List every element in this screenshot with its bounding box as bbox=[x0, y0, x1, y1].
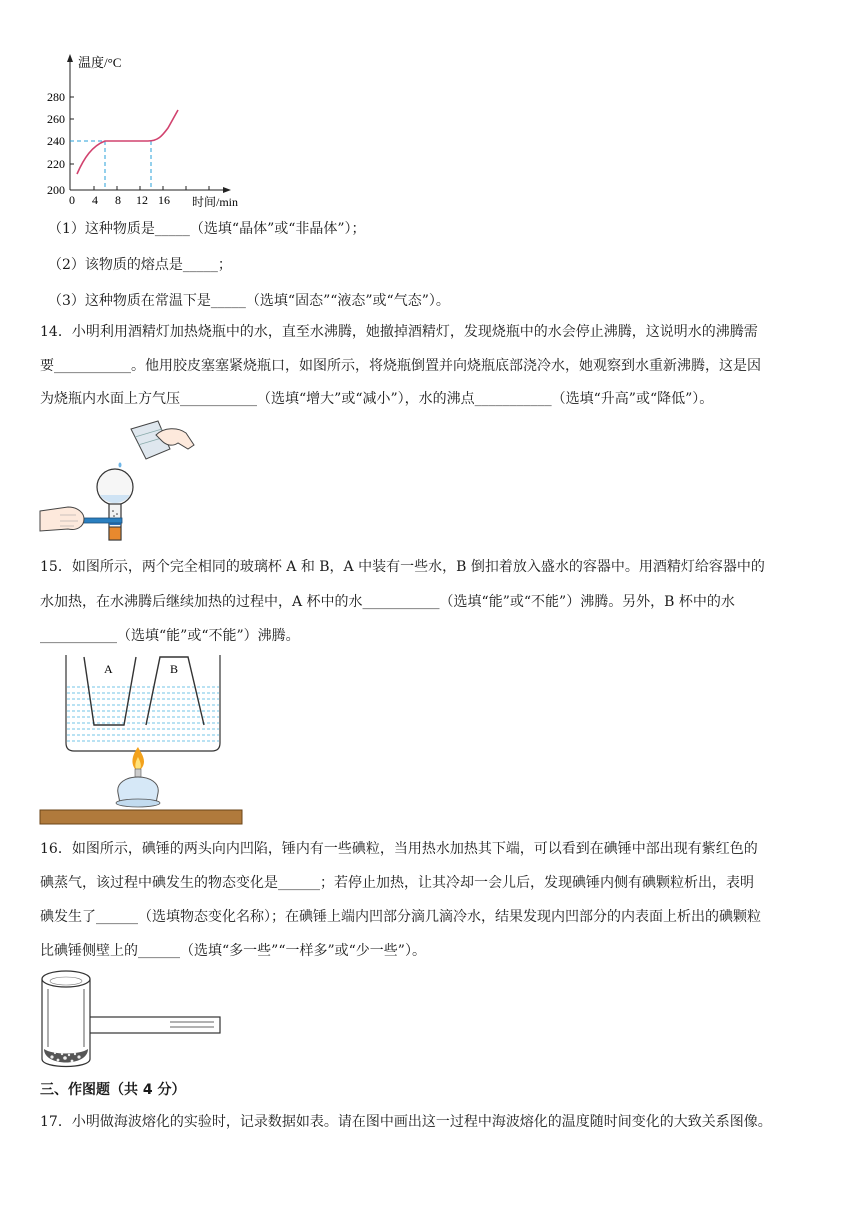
y-tick-labels bbox=[47, 90, 65, 197]
two-cups-heating-illustration bbox=[38, 653, 244, 826]
cup-a-label: A bbox=[104, 662, 113, 676]
y-tick-280: 280 bbox=[47, 90, 65, 104]
x-tick-labels bbox=[69, 193, 170, 207]
x-axis-arrow bbox=[223, 187, 231, 193]
water-container bbox=[66, 655, 220, 751]
q13-part1: （1）这种物质是_____（选填“晶体”或“非晶体”）； bbox=[48, 221, 366, 237]
cup-a bbox=[84, 657, 136, 725]
q16-line3: 碘发生了______（选填物态变化名称）；在碘锤上端内凹部分滴几滴冷水，结果发现内凹部分的内表面上析出的碘颗粒 bbox=[40, 909, 761, 925]
q16-line2: 碘蒸气，该过程中碘发生的物态变化是______；若停止加热，让其冷却一会儿后，发现碘锤内侧有碘颗粒析出，表明 bbox=[40, 875, 754, 891]
q16-line1: 16．如图所示，碘锤的两头向内凹陷，锤内有一些碘粒，当用热水加热其下端，可以看到在碘锤中部出现有紫红色的 bbox=[40, 841, 758, 857]
q15-line1: 15．如图所示，两个完全相同的玻璃杯 A 和 B，A 中装有一些水，B 倒扣着放入盛水的容器中。用酒精灯给容器中的 bbox=[40, 559, 765, 575]
x-tick-0: 0 bbox=[69, 193, 75, 207]
inverted-flask-illustration bbox=[38, 415, 198, 547]
temperature-time-graph bbox=[36, 50, 246, 210]
y-tick-260: 260 bbox=[47, 112, 65, 126]
q15-line3: ___________（选填“能”或“不能”）沸腾。 bbox=[40, 628, 300, 644]
y-axis-arrow bbox=[67, 54, 73, 62]
section-title-drawing: 三、作图题（共 4 分） bbox=[40, 1082, 186, 1098]
q13-part3: （3）这种物质在常温下是_____（选填“固态”“液态”或“气态”）。 bbox=[48, 293, 450, 309]
q17-line1: 17．小明做海波熔化的实验时，记录数据如表。请在图中画出这一过程中海波熔化的温度随时间变化的大致关系图像。 bbox=[40, 1114, 772, 1130]
x-tick-4: 4 bbox=[92, 193, 98, 207]
iodine-hammer-icon bbox=[42, 971, 220, 1067]
dashed-guides bbox=[70, 141, 151, 190]
y-tick-220: 220 bbox=[47, 157, 65, 171]
x-tick-16: 16 bbox=[158, 193, 170, 207]
table-surface bbox=[40, 810, 242, 824]
q13-part2: （2）该物质的熔点是_____； bbox=[48, 257, 232, 273]
cup-b-label: B bbox=[170, 662, 179, 676]
q15-line2: 水加热，在水沸腾后继续加热的过程中，A 杯中的水___________（选填“能”或“不能”）沸腾。另外，B 杯中的水 bbox=[40, 594, 735, 610]
flask-icon bbox=[97, 469, 133, 540]
iodine-hammer-illustration bbox=[38, 967, 224, 1073]
q14-line1: 14．小明利用酒精灯加热烧瓶中的水，直至水沸腾，她撤掉酒精灯，发现烧瓶中的水会停止沸腾，这说明水的沸腾需 bbox=[40, 324, 758, 340]
cup-b bbox=[146, 657, 204, 725]
alcohol-lamp-icon bbox=[116, 747, 160, 807]
q14-line3: 为烧瓶内水面上方气压___________（选填“增大”或“减小”），水的沸点___________（选填“升高”或“降低”）。 bbox=[40, 391, 714, 407]
x-tick-8: 8 bbox=[115, 193, 121, 207]
x-tick-12: 12 bbox=[136, 193, 148, 207]
y-tick-240: 240 bbox=[47, 134, 65, 148]
y-tick-200: 200 bbox=[47, 183, 65, 197]
x-axis-label: 时间/min bbox=[192, 195, 239, 209]
y-axis-label: 温度/°C bbox=[78, 55, 122, 70]
q14-line2: 要___________。他用胶皮塞塞紧烧瓶口，如图所示，将烧瓶倒置并向烧瓶底部浇冷水，她观察到水重新沸腾，这是因 bbox=[40, 358, 761, 374]
melting-curve bbox=[77, 110, 178, 174]
q16-line4: 比碘锤侧壁上的______（选填“多一些”“一样多”或“少一些”）。 bbox=[40, 943, 426, 959]
